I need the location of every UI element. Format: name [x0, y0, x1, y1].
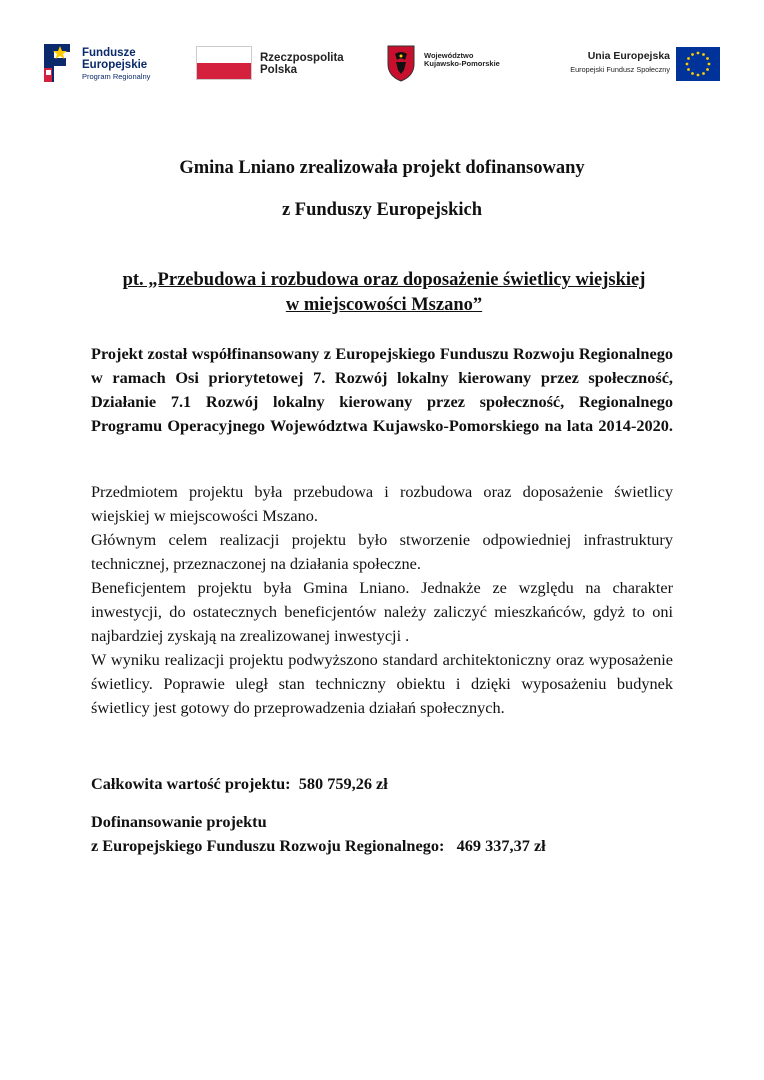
- fundusze-europejskie-emblem-icon: [44, 42, 76, 84]
- fundusze-line2: Europejskie: [82, 59, 148, 72]
- polish-flag-icon: [196, 46, 252, 80]
- unia-europejska-logo: [538, 40, 720, 88]
- description-paragraph: W wyniku realizacji projektu podwyższono standard architektoniczny oraz wyposażenie świetlicy. Poprawie uległ stan techniczny obiektu i dzięki wyposażeniu budynek świetlicy jest gotowy do przeprowadzenia działań społecznych.: [91, 650, 673, 717]
- logo-bar: [0, 40, 764, 88]
- cofinancing-line1: Dofinansowanie projektu: [91, 812, 267, 831]
- unia-europejska-name: Unia Europejska: [587, 50, 670, 62]
- cofinancing-info: [91, 810, 673, 858]
- project-name: [86, 268, 682, 318]
- total-project-value: Całkowita wartość projektu: 580 759,26 zł: [91, 774, 388, 793]
- efs-label: Europejski Fundusz Społeczny: [570, 65, 670, 74]
- heading-line1: Gmina Lniano zrealizowała projekt dofinansowany: [179, 158, 585, 178]
- fundusze-europejskie-name: [82, 47, 147, 71]
- project-name-line2: w miejscowości Mszano”: [285, 295, 483, 315]
- project-description: [91, 480, 673, 720]
- cofinancing-line2: z Europejskiego Funduszu Rozwoju Regionalnego: 469 337,37 zł: [91, 836, 546, 855]
- description-paragraph: Przedmiotem projektu była przebudowa i rozbudowa oraz doposażenie świetlicy wiejskiej w miejscowości Mszano.: [91, 482, 673, 525]
- wojewodztwo-name: [424, 52, 500, 68]
- program-regionalny-label: Program Regionalny: [82, 72, 151, 81]
- rzeczpospolita-line2: Polska: [260, 64, 298, 77]
- rzeczpospolita-line1: Rzeczpospolita: [260, 52, 344, 64]
- wojewodztwo-logo: [386, 40, 526, 88]
- fundusze-line1: Fundusze: [82, 47, 136, 59]
- wojewodztwo-line1: Województwo: [424, 51, 474, 60]
- project-name-line1: pt. „Przebudowa i rozbudowa oraz doposażenie świetlicy wiejskiej: [122, 270, 646, 290]
- description-paragraph: Beneficjentem projektu była Gmina Lniano. Jednakże ze względu na charakter inwestycji, do ostatecznych beneficjentów należy zaliczyć mieszkańców, gdyż to oni najbardziej zyskają na zrealizowanej inwestycji .: [91, 578, 673, 645]
- fundusze-europejskie-logo: [44, 40, 174, 88]
- wojewodztwo-line2: Kujawsko-Pomorskie: [424, 58, 500, 68]
- kujawsko-pomorskie-coat-of-arms-icon: [386, 44, 416, 82]
- funding-statement: Projekt został współfinansowany z Europejskiego Funduszu Rozwoju Regionalnego w ramach Osi priorytetowej 7. Rozwój lokalny kierowany przez społeczność, Działanie 7.1 Rozwój lokalny kierowany przez społeczność, Regionalnego Programu Operacyjnego Województwa Kujawsko-Pomorskiego na lata 2014-2020.: [91, 344, 673, 435]
- rzeczpospolita-name: [260, 52, 344, 76]
- description-paragraph: Głównym celem realizacji projektu było stworzenie odpowiedniej infrastruktury technicznej, przeznaczonej na działania społeczne.: [91, 530, 673, 573]
- eu-flag-icon: [676, 47, 720, 81]
- heading-line2: z Funduszy Europejskich: [281, 200, 483, 220]
- rzeczpospolita-polska-logo: [196, 40, 366, 88]
